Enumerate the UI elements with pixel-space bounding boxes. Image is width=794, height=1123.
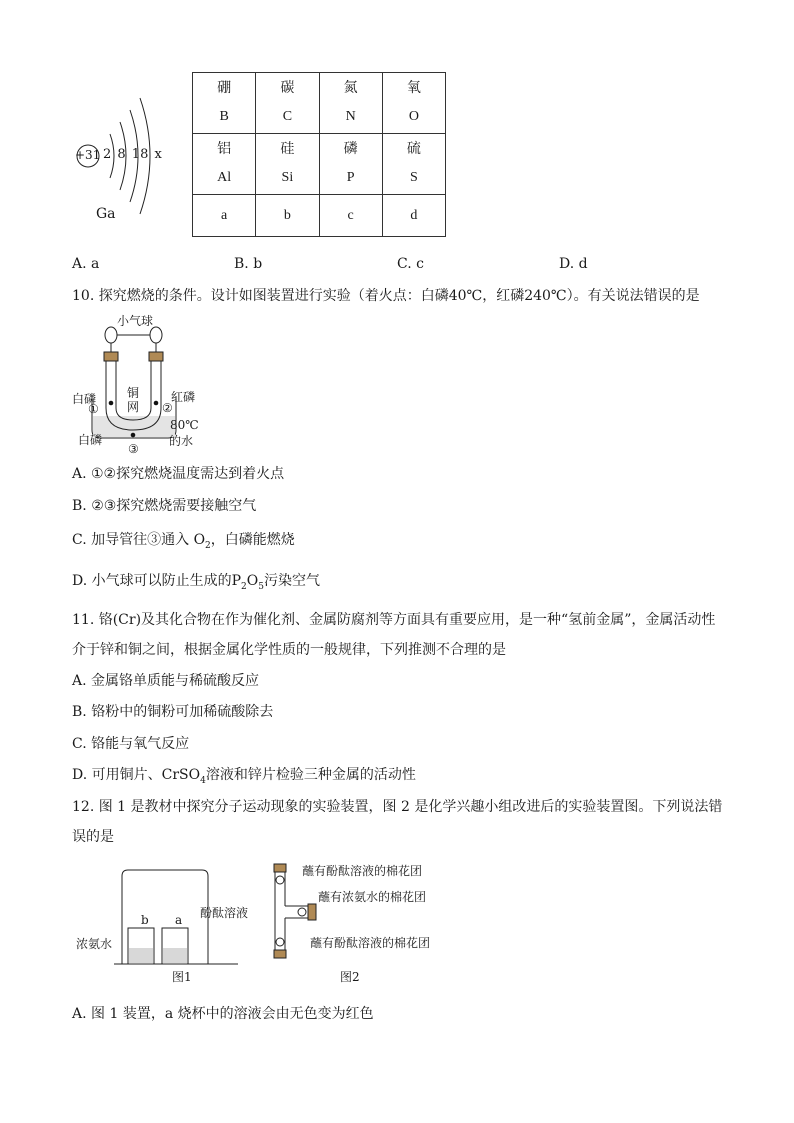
q10-stem: 10. 探究燃烧的条件。设计如图装置进行实验（着火点：白磷40℃，红磷240℃）。有关说法错误的是	[72, 288, 700, 304]
fig2-caption: 图2	[340, 970, 360, 984]
table-row	[193, 134, 446, 195]
periodic-table-fragment	[192, 72, 446, 237]
fig10-white-p-label: 白磷	[72, 392, 97, 406]
table-cell: 磷 P	[319, 134, 382, 195]
fig10-water-label: 的水	[169, 434, 194, 448]
table-cell: a	[193, 195, 256, 237]
table-cell: d	[382, 195, 445, 237]
q11-stem-line1: 11. 铬(Cr)及其化合物在作为催化剂、金属防腐剂等方面具有重要应用，是一种“氢前金属”，金属活动性	[72, 612, 716, 628]
table-cell: 碳 C	[256, 73, 319, 134]
fig10-red-p-label: 红磷	[171, 390, 196, 404]
fig2-top-label: 蘸有酚酞溶液的棉花团	[302, 864, 423, 878]
fig10-white-p-bottom-label: 白磷	[78, 433, 103, 447]
atom-shell-electrons: 2 8 18 x	[103, 147, 162, 162]
q10-option-a[interactable]: A. ①②探究燃烧温度需达到着火点	[72, 466, 285, 482]
q11-stem-line2: 介于锌和铜之间，根据金属化学性质的一般规律，下列推测不合理的是	[72, 642, 506, 658]
fig10-mark-1: ①	[88, 402, 99, 416]
atom-structure-diagram	[70, 92, 180, 232]
q11-option-b[interactable]: B. 铬粉中的铜粉可加稀硫酸除去	[72, 704, 274, 720]
fig1-beaker-b-label: b	[141, 913, 149, 927]
table-row	[193, 73, 446, 134]
fig2-bottom-label: 蘸有酚酞溶液的棉花团	[310, 936, 431, 950]
q10-option-c[interactable]: C. 加导管往③通入 $O_2$，白磷能燃烧	[72, 532, 295, 551]
atom-shells-drawing	[70, 92, 180, 232]
table-row	[193, 195, 446, 237]
q12-option-a[interactable]: A. 图 1 装置，a 烧杯中的溶液会由无色变为红色	[72, 1006, 374, 1022]
table-cell: 铝 Al	[193, 134, 256, 195]
fig10-mark-2: ②	[162, 401, 173, 415]
q10-option-b[interactable]: B. ②③探究燃烧需要接触空气	[72, 498, 257, 514]
fig10-temp-label: 80℃	[170, 418, 199, 432]
table-cell: 硼 B	[193, 73, 256, 134]
q9-option-a[interactable]: A. a	[72, 256, 100, 272]
q11-option-a[interactable]: A. 金属铬单质能与稀硫酸反应	[72, 673, 260, 689]
fig10-balloon-label: 小气球	[117, 314, 154, 328]
fig10-mark-3: ③	[128, 442, 139, 456]
fig1-beaker-a-label: a	[175, 913, 183, 927]
fig1-ammonia-label: 浓氨水	[76, 937, 113, 951]
atom-nucleus: +31	[75, 148, 101, 162]
table-cell: 氮 N	[319, 73, 382, 134]
q10-option-d[interactable]: D. 小气球可以防止生成的$P_2O_5$污染空气	[72, 573, 320, 592]
table-cell: 硅 Si	[256, 134, 319, 195]
q11-option-d[interactable]: D. 可用铜片、CrSO$_4$溶液和锌片检验三种金属的活动性	[72, 767, 416, 786]
fig10-copper-label-1: 铜	[127, 386, 140, 400]
q9-option-c[interactable]: C. c	[397, 256, 424, 272]
table-cell: 硫 S	[382, 134, 445, 195]
q9-option-b[interactable]: B. b	[234, 256, 263, 272]
table-cell: c	[319, 195, 382, 237]
fig10-copper-label-2: 网	[127, 400, 140, 414]
q12-stem-line2: 误的是	[72, 829, 114, 845]
atom-symbol: Ga	[96, 206, 116, 222]
fig1-caption: 图1	[172, 970, 192, 984]
q9-option-d[interactable]: D. d	[559, 256, 588, 272]
q11-option-c[interactable]: C. 铬能与氧气反应	[72, 736, 190, 752]
table-cell: 氧 O	[382, 73, 445, 134]
fig1-phenol-label: 酚酞溶液	[200, 906, 249, 920]
fig2-mid-label: 蘸有浓氨水的棉花团	[318, 890, 427, 904]
q12-stem-line1: 12. 图 1 是教材中探究分子运动现象的实验装置，图 2 是化学兴趣小组改进后的实验装置图。下列说法错	[72, 799, 723, 815]
table-cell: b	[256, 195, 319, 237]
